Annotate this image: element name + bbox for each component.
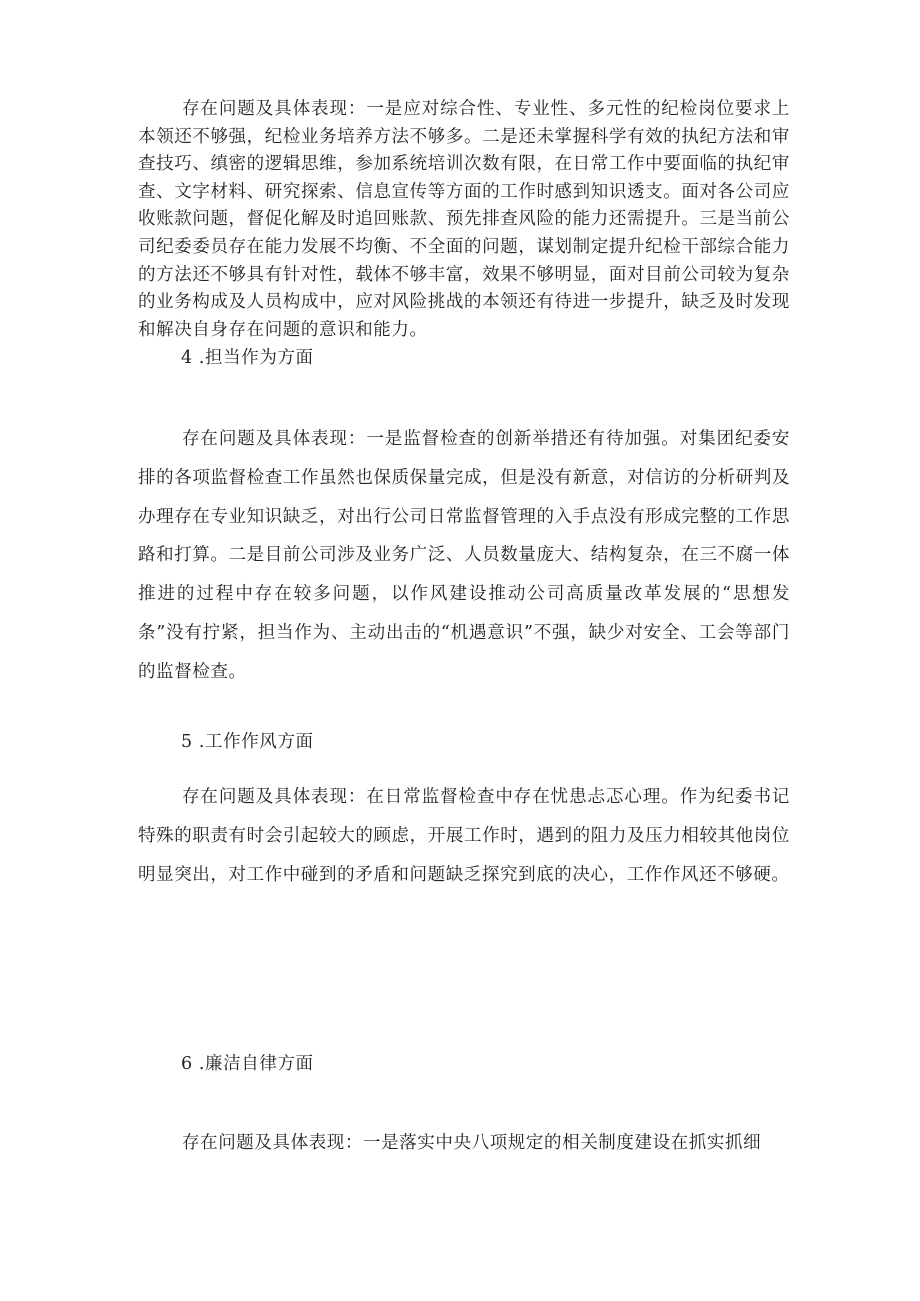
paragraph-ability-problems: 存在问题及具体表现：一是应对综合性、专业性、多元性的纪检岗位要求上本领还不够强，纪检业务培养方法不够多。二是还未掌握科学有效的执纪方法和审查技巧、缜密的逻辑思维，参加系统培训次数有限，在日常工作中要面临的执纪审查、文字材料、研究探索、信息宣传等方面的工作时感到知识透支。面对各公司应收账款问题，督促化解及时追回账款、预先排查风险的能力还需提升。三是当前公司纪委委员存在能力发展不均衡、不全面的问题，谋划制定提升纪检干部综合能力的方法还不够具有针对性，载体不够丰富，效果不够明显，面对目前公司较为复杂的业务构成及人员构成中，应对风险挑战的本领还有待进一步提升，缺乏及时发现和解决自身存在问题的意识和能力。 [138, 99, 790, 340]
section-heading-5: 5 .工作作风方面 [181, 732, 314, 752]
section-heading-6: 6 .廉洁自律方面 [181, 1054, 314, 1074]
paragraph-work-style-problems: 存在问题及具体表现：在日常监督检查中存在忧患忐忑心理。作为纪委书记特殊的职责有时会引起较大的顾虑，开展工作时，遇到的阻力及压力相较其他岗位明显突出，对工作中碰到的矛盾和问题缺乏探究到底的决心，工作作风还不够硬。 [138, 787, 790, 885]
section-heading-4: 4 .担当作为方面 [181, 348, 314, 368]
paragraph-responsibility-problems: 存在问题及具体表现：一是监督检查的创新举措还有待加强。对集团纪委安排的各项监督检查工作虽然也保质保量完成，但是没有新意，对信访的分析研判及办理存在专业知识缺乏，对出行公司日常监督管理的入手点没有形成完整的工作思路和打算。二是目前公司涉及业务广泛、人员数量庞大、结构复杂，在三不腐一体推进的过程中存在较多问题，以作风建设推动公司高质量改革发展的“思想发条”没有拧紧，担当作为、主动出击的“机遇意识”不强，缺少对安全、工会等部门的监督检查。 [138, 429, 790, 682]
paragraph-integrity-problems: 存在问题及具体表现：一是落实中央八项规定的相关制度建设在抓实抓细 [182, 1133, 762, 1153]
